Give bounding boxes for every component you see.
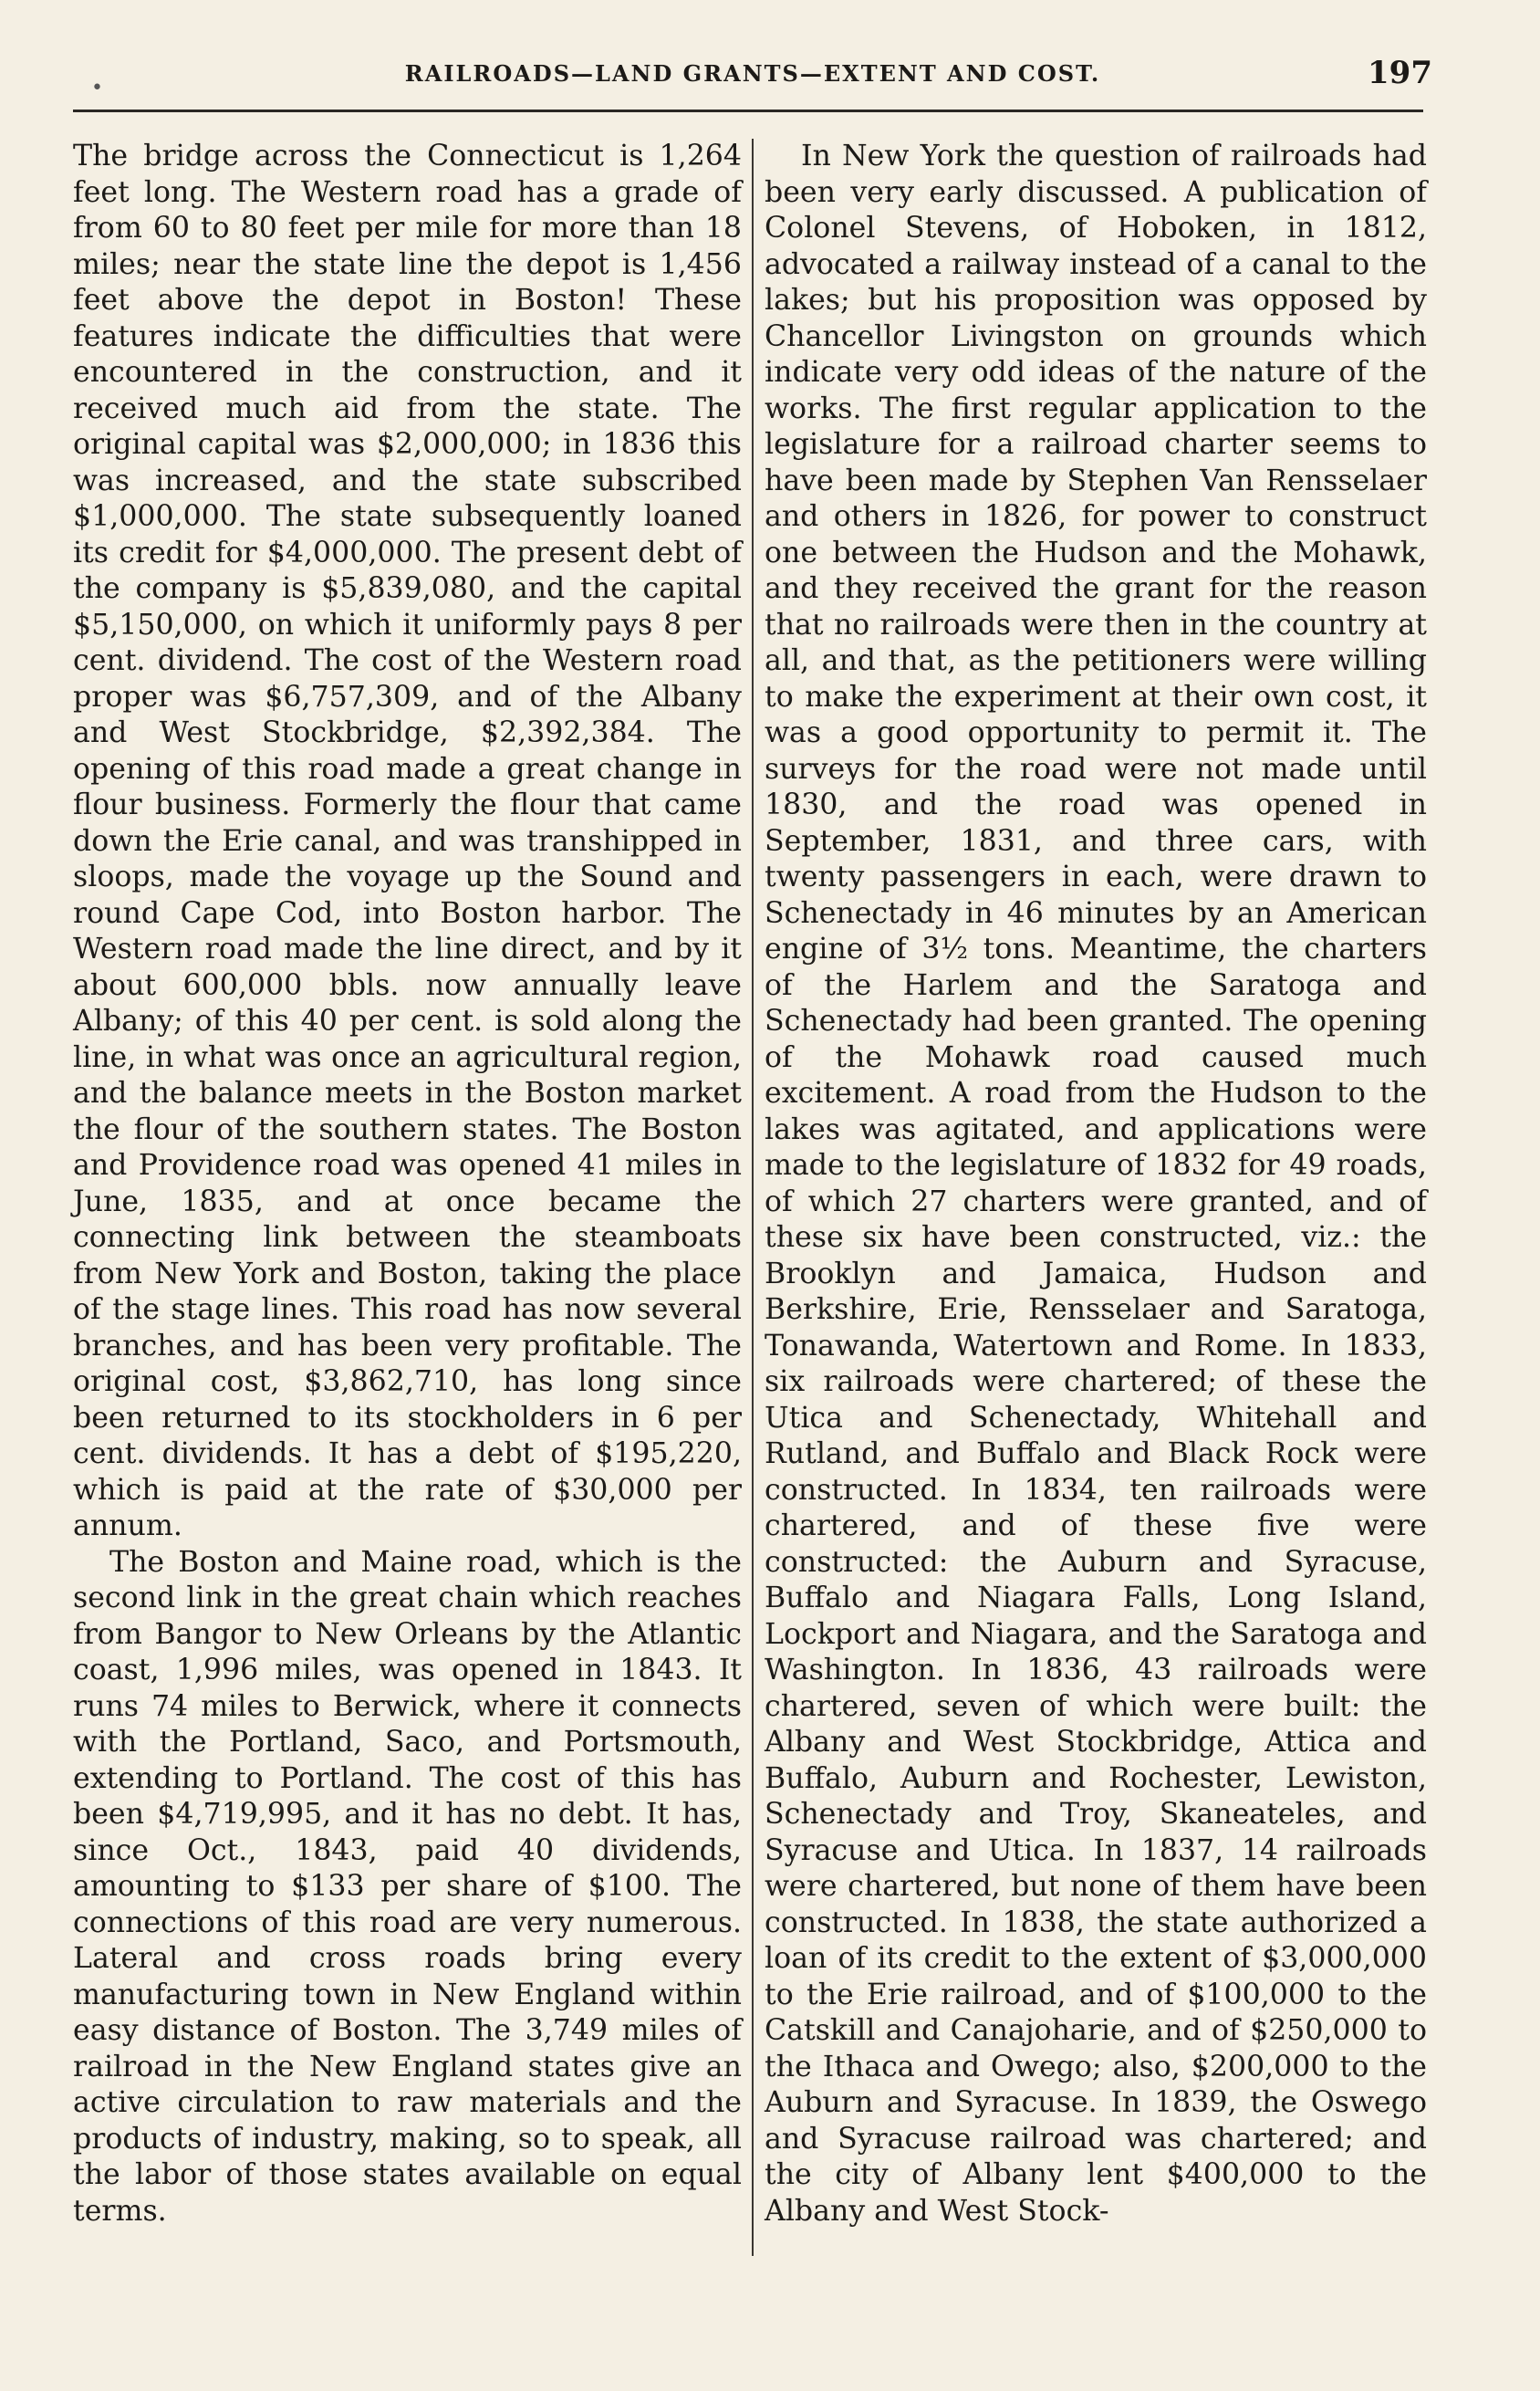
page-number: 197: [1368, 55, 1432, 91]
header-rule: [73, 110, 1423, 112]
left-paragraph-2: The Boston and Maine road, which is the second link in the great chain which reaches from Bangor to New Orleans by the Atlantic coast, 1,996 miles, was opened in 1843. It runs 74 miles to Berwick, where it connects with the Portland, Saco, and Portsmouth, extending to Portland. The cost of this has been $4,719,995, and it has no debt. It has, since Oct., 1843, paid 40 dividends, amounting to $133 per share of $100. The connections of this road are very numerous. Lateral and cross roads bring every manufacturing town in New England within easy distance of Boston. The 3,749 miles of railroad in the New England states give an active circulation to raw materials and the products of industry, making, so to speak, all the labor of those states available on equal terms.: [73, 1545, 742, 2228]
right-paragraph-1: In New York the question of railroads had been very early discussed. A publication of Colonel Stevens, of Hoboken, in 1812, advocated a railway instead of a canal to the lakes; but his proposition was opposed by Chancellor Livingston on grounds which indicate very odd ideas of the nature of the works. The first regular application to the legislature for a railroad charter seems to have been made by Stephen Van Rensselaer and others in 1826, for power to construct one between the Hudson and the Mohawk, and they received the grant for the reason that no railroads were then in the country at all, and that, as the petitioners were willing to make the experiment at their own cost, it was a good opportunity to permit it. The surveys for the road were not made until 1830, and the road was opened in September, 1831, and three cars, with twenty passengers in each, were drawn to Schenectady in 46 minutes by an American engine of 3½ tons. Meantime, the charters of the Harlem and the Saratoga and Schenectady had been granted. The opening of the Mohawk road caused much excitement. A road from the Hudson to the lakes was agitated, and applications were made to the legislature of 1832 for 49 roads, of which 27 charters were granted, and of these six have been constructed, viz.: the Brooklyn and Jamaica, Hudson and Berkshire, Erie, Rensselaer and Saratoga, Tonawanda, Watertown and Rome. In 1833, six railroads were chartered; of these the Utica and Schenectady, Whitehall and Rutland, and Buffalo and Black Rock were constructed. In 1834, ten railroads were chartered, and of these five were constructed: the Auburn and Syracuse, Buffalo and Niagara Falls, Long Island, Lockport and Niagara, and the Saratoga and Washington. In 1836, 43 railroads were chartered, seven of which were built: the Albany and West Stockbridge, Attica and Buffalo, Auburn and Rochester, Lewiston, Schenectady and Troy, Skaneateles, and Syracuse and Utica. In 1837, 14 railroads were chartered, but none of them have been constructed. In 1838, the state authorized a loan of its credit to the extent of $3,000,000 to the Erie railroad, and of $100,000 to the Catskill and Canajoharie, and of $250,000 to the Ithaca and Owego; also, $200,000 to the Auburn and Syracuse. In 1839, the Oswego and Syracuse railroad was chartered; and the city of Albany lent $400,000 to the Albany and West Stock-: [765, 140, 1427, 2228]
page-header: [73, 55, 1432, 99]
running-head: RAILROADS—LAND GRANTS—EXTENT AND COST.: [404, 60, 1101, 87]
left-column: [73, 139, 742, 2229]
right-column: [765, 139, 1427, 2229]
column-divider: [752, 139, 754, 2256]
left-paragraph-1: The bridge across the Connecticut is 1,264 feet long. The Western road has a grade of from 60 to 80 feet per mile for more than 18 miles; near the state line the depot is 1,456 feet above the depot in Boston! These features indicate the difficulties that were encountered in the construction, and it received much aid from the state. The original capital was $2,000,000; in 1836 this was increased, and the state subscribed $1,000,000. The state subsequently loaned its credit for $4,000,000. The present debt of the company is $5,839,080, and the capital $5,150,000, on which it uniformly pays 8 per cent. dividend. The cost of the Western road proper was $6,757,309, and of the Albany and West Stockbridge, $2,392,384. The opening of this road made a great change in flour business. Formerly the flour that came down the Erie canal, and was transhipped in sloops, made the voyage up the Sound and round Cape Cod, into Boston harbor. The Western road made the line direct, and by it about 600,000 bbls. now annually leave Albany; of this 40 per cent. is sold along the line, in what was once an agricultural region, and the balance meets in the Boston market the flour of the southern states. The Boston and Providence road was opened 41 miles in June, 1835, and at once became the connecting link between the steamboats from New York and Boston, taking the place of the stage lines. This road has now several branches, and has been very profitable. The original cost, $3,862,710, has long since been returned to its stockholders in 6 per cent. dividends. It has a debt of $195,220, which is paid at the rate of $30,000 per annum.: [73, 140, 742, 1542]
header-mark: •: [91, 77, 103, 99]
